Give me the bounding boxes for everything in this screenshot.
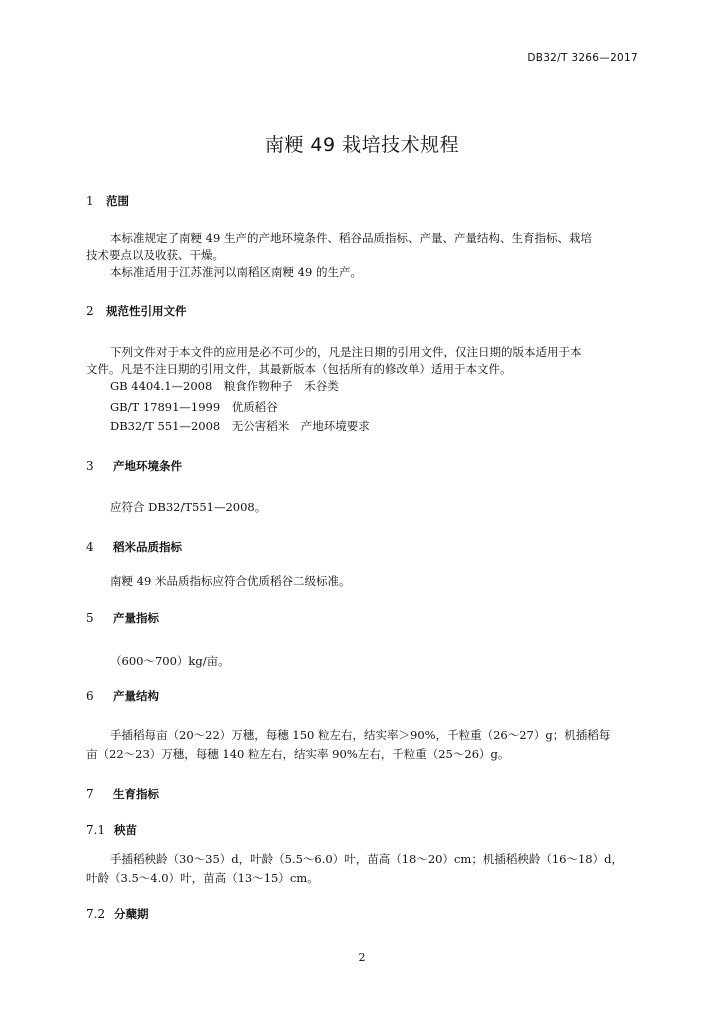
section-number: 4	[86, 540, 94, 554]
paragraph-line: 下列文件对于本文件的应用是必不可少的，凡是注日期的引用文件，仅注日期的版本适用于本	[110, 345, 582, 359]
section-title: 秧苗	[114, 823, 137, 837]
section-title: 产地环境条件	[113, 459, 182, 473]
section-1-heading	[86, 193, 129, 209]
paragraph-line: 文件。凡是不注日期的引用文件，其最新版本（包括所有的修改单）适用于本文件。	[86, 362, 512, 376]
section-title: 规范性引用文件	[106, 304, 187, 318]
section-title: 范围	[106, 194, 129, 208]
section-7-1-heading	[86, 822, 137, 838]
paragraph-line: 亩（22～23）万穗，每穗 140 粒左右，结实率 90%左右，千粒重（25～26）g。	[86, 747, 510, 761]
section-title: 产量指标	[113, 611, 159, 625]
paragraph-line: 手插稻秧龄（30～35）d，叶龄（5.5～6.0）叶，苗高（18～20）cm；机插稻秧龄（16～18）d，	[110, 852, 623, 866]
section-title: 生育指标	[113, 787, 159, 801]
paragraph-line: 本标准规定了南粳 49 生产的产地环境条件、稻谷品质指标、产量、产量结构、生育指标、栽培	[110, 231, 592, 245]
reference-item: DB32/T 551—2008 无公害稻米 产地环境要求	[110, 419, 370, 433]
standard-code: DB32/T 3266—2017	[527, 52, 638, 64]
paragraph-line: 叶龄（3.5～4.0）叶，苗高（13～15）cm。	[86, 871, 319, 885]
page-number: 2	[358, 951, 366, 964]
section-7-2-heading	[86, 906, 149, 922]
section-title: 分蘖期	[114, 907, 149, 921]
section-3-heading	[86, 458, 182, 474]
reference-item: GB/T 17891—1999 优质稻谷	[110, 400, 278, 414]
paragraph-line: 本标准适用于江苏淮河以南稻区南粳 49 的生产。	[110, 265, 362, 279]
section-6-heading	[86, 688, 159, 704]
reference-item: GB 4404.1—2008 粮食作物种子 禾谷类	[110, 379, 339, 393]
paragraph-line: （600～700）kg/亩。	[110, 654, 230, 668]
section-number: 3	[86, 459, 94, 473]
section-number: 7.2	[86, 907, 106, 921]
section-number: 7	[86, 787, 94, 801]
section-2-heading	[86, 303, 187, 319]
section-5-heading	[86, 610, 159, 626]
section-number: 1	[86, 194, 94, 208]
section-number: 7.1	[86, 823, 106, 837]
section-number: 5	[86, 611, 94, 625]
section-number: 2	[86, 304, 94, 318]
section-title: 产量结构	[113, 689, 159, 703]
paragraph-line: 南粳 49 米品质指标应符合优质稻谷二级标准。	[110, 574, 351, 588]
paragraph-line: 技术要点以及收获、干燥。	[86, 248, 224, 262]
section-title: 稻米品质指标	[113, 540, 182, 554]
section-7-heading	[86, 786, 159, 802]
paragraph-line: 应符合 DB32/T551—2008。	[110, 500, 267, 514]
section-number: 6	[86, 689, 94, 703]
paragraph-line: 手插稻每亩（20～22）万穗，每穗 150 粒左右，结实率＞90%，千粒重（26～27）g；机插稻每	[110, 728, 611, 742]
section-4-heading	[86, 539, 182, 555]
page-title: 南粳 49 栽培技术规程	[264, 134, 460, 156]
